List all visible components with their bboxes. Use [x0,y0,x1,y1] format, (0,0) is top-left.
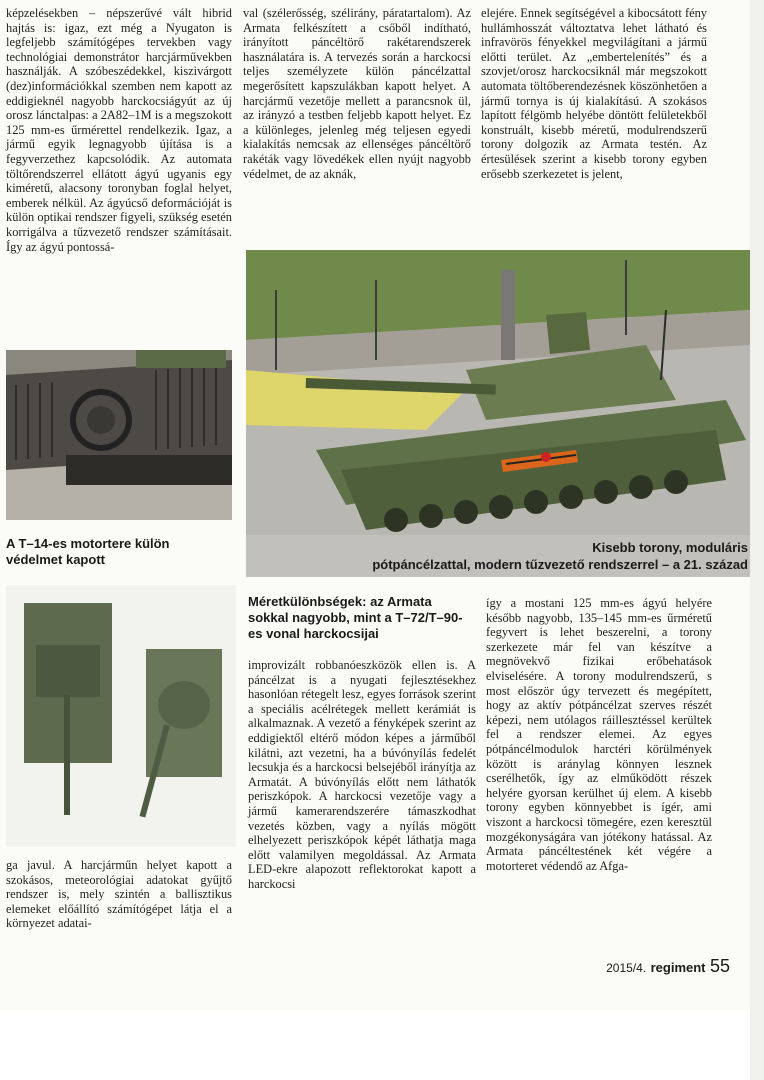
page-folio [560,956,730,977]
engine-compartment-photo [6,350,232,520]
column-2-top-text: val (szélerősség, szélirány, páratartalom). Az Armata felkészített a csőből indítható, irányított páncéltörő rakétarendszerek használatára is. A tervezés során a harckocsi teljes személyzete külön páncélzattal megerősített kapszulákban kapott helyet. A harcjármű vezetője mellett a parancsnok ül, az irányzó a testben feljebb kapott helyet. Ez a különleges, jelenleg még teljesen egyedi kialakítás nemcsak az ellenséges páncéltörő rakéták vagy lövedékek ellen nyújt nagyobb védelmet, de az aknák, [243,6,471,181]
main-tank-photo [246,250,750,577]
page-edge [750,0,764,1080]
column-2-bottom-text: improvizált robbanóeszközök ellen is. A páncélzat is a nyugati fejlesztésekhez hasonlóan rétegelt lesz, egyes források szerint a speciális acélrétegek mellett kerámiát is alkalmaznak. A vezető a fényképek szerint az eddigiektől eltérő módon képes a járműből kilátni, azt vezetni, ha a búvónyílás fedelét lecsukja és a harckocsi belsejéből irányítja az Armatát. A búvónyílás előtt nem láthatók periszkópok. A harckocsi vezetője vagy a jármű kamerarendszerére támaszkodhat vezetés közben, vagy a nyílás mögött elhelyezett periszkópok képét láthatja maga előtt valamilyen megoldással. Az Armata LED-ekre alapozott reflektorokat kapott a harckocsi [248,658,476,891]
issue-number: 2015/4. [606,961,647,975]
column-3-bottom-text: így a mostani 125 mm-es ágyú helyére később nagyobb, 135–145 mm-es űrméretű fegyvert is lehet beszerelni, a torony szerkezete már fel van készítve a megnövekvő fizikai erőbehatások elviselésére. A torony modulrendszerű, s most először úgy tervezett és megépített, hogy az aktív pótpáncélzat szerves részét képezi, nem utólagos ráillesztéssel kerültek fel a rendszer elemei. Az egyes pótpáncélmodulok harctéri körülmények között is aránylag könnyen lesznek cserélhetők, így az elműködött részek helyére gyorsan kerülhet új elem. A kisebb torony egyben könnyebbet is ígér, ami viszont a harckocsi tömegére, ezen keresztül mozgékonyságára van jótékony hatással. Az Armata páncéltestének két végére a motorteret védendő az Afga- [486,596,712,873]
main-photo-caption-line-2: pótpáncélzattal, modern tűzvezető rendszerrel – a 21. század [372,557,748,572]
comparison-photo-caption: Méretkülönbségek: az Armata sokkal nagyobb, mint a T–72/T–90-es vonal harckocsijai [248,594,463,641]
column-3-top-text: elejére. Ennek segítségével a kibocsátott fény hullámhosszát változtatva lehet látható és infravörös fényekkel megvilágítani a jármű előtti terület. Az „embertelenítés” és a szovjet/orosz harckocsiknál már megszokott automata töltőberendezésnek köszönhetően a jármű tornya is új kialakítású. A szokásos lapított félgömb helyébe döntött felületekből konstruált, kisebb méretű, modulrendszerű torony dolgozik az Armata testén. Az értesülések szerint a kisebb torony egyben erősebb szerkezetet is jelent, [481,6,707,181]
engine-photo-caption: A T–14-es motortere külön védelmet kapott [6,536,170,567]
main-photo-caption-line-1: Kisebb torony, moduláris [592,540,748,555]
magazine-name: regiment [650,960,706,975]
page-number: 55 [709,956,730,976]
tank-comparison-photo [6,585,236,847]
column-1-top-text: képzelésekben – népszerűvé vált hibrid hajtás is: igaz, ezt még a Nyugaton is legfeljebb számítógépes tervekben vagy technológiai demonstrátor harcjárművekben használják. A szóbeszédekkel, kiszivárgott (dez)információkkal szemben nem kapott az eddigieknél nagyobb harckocsiágyút az új orosz lánctalpas: a 2A82–1M is a megszokott 125 mm-es űrmérettel rendelkezik. Igaz, a jármű egyik legnagyobb újítása is a fegyverzethez kapcsolódik. Az automata töltőrendszerrel ellátott ágyú ugyanis egy kiméretű, alacsony toronyban foglal helyet, emberek nélkül. Az ágyúcső deformációját is külön optikai rendszer figyeli, szükség esetén korrigálva a tűzvezető rendszer számításait. Így az ágyú pontossá- [6,6,232,254]
column-1-bottom-text: ga javul. A harcjárműn helyet kapott a szokásos, meteorológiai adatokat gyűjtő rendszer is, mely szintén a ballisztikus elemeket előállító számítógépet látja el a környezet adatai- [6,858,232,931]
